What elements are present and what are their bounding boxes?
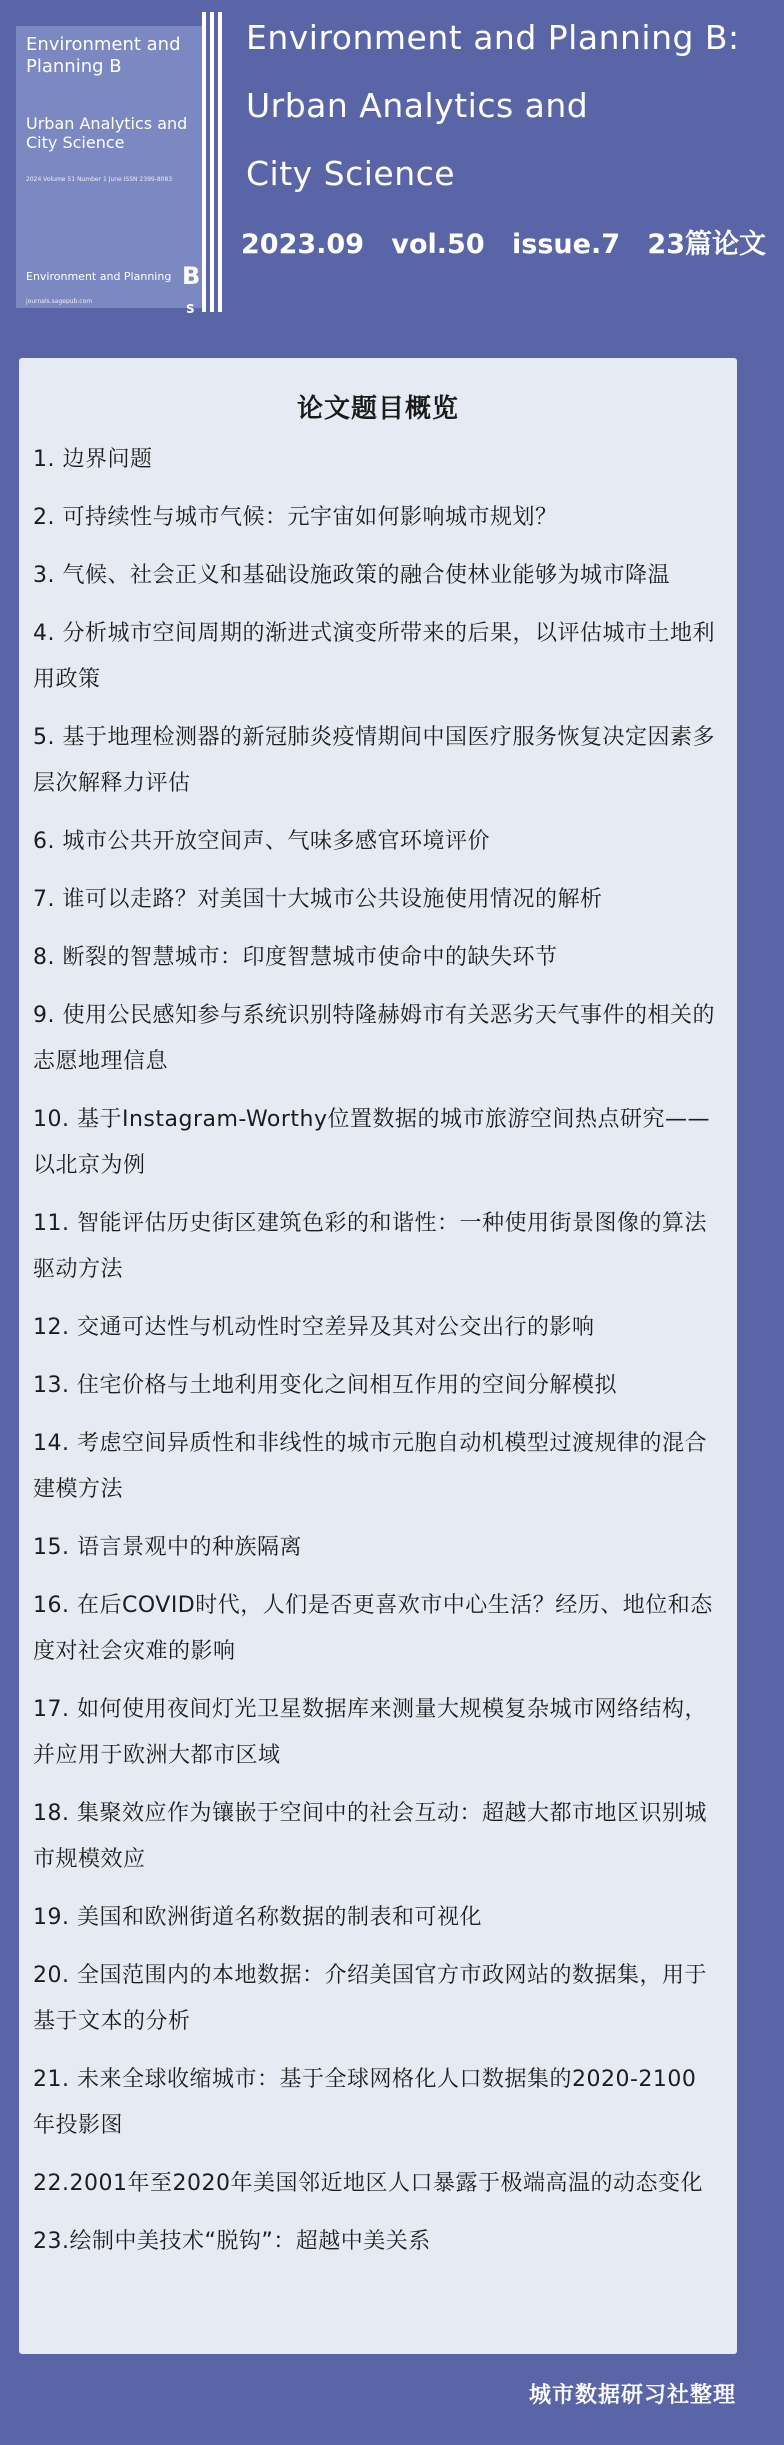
paper-item: 16. 在后COVID时代，人们是否更喜欢市中心生活？经历、地位和态度对社会灾难的影响	[33, 1593, 713, 1664]
journal-title-line-2: Urban Analytics and	[246, 86, 589, 125]
paper-item: 7. 谁可以走路？对美国十大城市公共设施使用情况的解析	[33, 887, 603, 912]
cover-journal-name: Environment and Planning B	[26, 34, 181, 77]
journal-title-line-3: City Science	[246, 154, 456, 193]
paper-item: 19. 美国和欧洲街道名称数据的制表和可视化	[33, 1905, 482, 1930]
paper-count: 23篇论文	[647, 229, 766, 260]
paper-item: 4. 分析城市空间周期的渐进式演变所带来的后果，以评估城市土地利用政策	[33, 621, 715, 692]
paper-item: 22.2001年至2020年美国邻近地区人口暴露于极端高温的动态变化	[33, 2171, 703, 2196]
cover-small-text: 2024 Volume 51 Number 1 June ISSN 2399-8083	[26, 176, 173, 183]
card-title: 论文题目概览	[296, 394, 459, 424]
paper-item: 6. 城市公共开放空间声、气味多感官环境评价	[33, 829, 490, 854]
cover-stripes-decoration	[202, 12, 232, 312]
paper-item: 20. 全国范围内的本地数据：介绍美国官方市政网站的数据集，用于基于文本的分析	[33, 1963, 707, 2034]
issue-meta	[241, 222, 784, 261]
paper-item: 14. 考虑空间异质性和非线性的城市元胞自动机模型过渡规律的混合建模方法	[33, 1431, 707, 1502]
paper-item: 3. 气候、社会正义和基础设施政策的融合使林业能够为城市降温	[33, 563, 670, 588]
cover-bottom-letter: B	[182, 262, 201, 290]
paper-list-card	[19, 358, 737, 2354]
cover-publisher: journals.sagepub.com	[26, 298, 93, 305]
footer-credit: 城市数据研习社整理	[528, 2383, 736, 2408]
paper-item: 15. 语言景观中的种族隔离	[33, 1535, 302, 1560]
issue-number: issue.7	[512, 229, 621, 260]
paper-item: 2. 可持续性与城市气候：元宇宙如何影响城市规划？	[33, 505, 558, 530]
paper-item: 11. 智能评估历史街区建筑色彩的和谐性：一种使用街景图像的算法驱动方法	[33, 1211, 707, 1282]
journal-cover-image	[16, 26, 206, 316]
paper-list	[19, 437, 737, 2265]
paper-item: 5. 基于地理检测器的新冠肺炎疫情期间中国医疗服务恢复决定因素多层次解释力评估	[33, 725, 715, 796]
issue-volume: vol.50	[391, 229, 485, 260]
paper-item: 10. 基于Instagram-Worthy位置数据的城市旅游空间热点研究——以北京为例	[33, 1107, 711, 1178]
paper-item: 9. 使用公民感知参与系统识别特隆赫姆市有关恶劣天气事件的相关的志愿地理信息	[33, 1003, 715, 1074]
paper-item: 1. 边界问题	[33, 447, 153, 472]
cover-logo: S	[186, 302, 195, 316]
paper-item: 17. 如何使用夜间灯光卫星数据库来测量大规模复杂城市网络结构，并应用于欧洲大都市区域	[33, 1697, 707, 1768]
cover-bottom-text: Environment and Planning	[26, 270, 172, 283]
paper-item: 21. 未来全球收缩城市：基于全球网格化人口数据集的2020-2100年投影图	[33, 2067, 697, 2138]
cover-subtitle: Urban Analytics and City Science	[26, 114, 188, 152]
journal-title-line-1: Environment and Planning B:	[246, 18, 740, 57]
paper-item: 13. 住宅价格与土地利用变化之间相互作用的空间分解模拟	[33, 1373, 617, 1398]
paper-item: 23.绘制中美技术“脱钩”：超越中美关系	[33, 2229, 431, 2254]
issue-date: 2023.09	[241, 229, 364, 260]
header	[0, 0, 766, 340]
paper-item: 18. 集聚效应作为镶嵌于空间中的社会互动：超越大都市地区识别城市规模效应	[33, 1801, 707, 1872]
paper-item: 8. 断裂的智慧城市：印度智慧城市使命中的缺失环节	[33, 945, 558, 970]
paper-item: 12. 交通可达性与机动性时空差异及其对公交出行的影响	[33, 1315, 595, 1340]
